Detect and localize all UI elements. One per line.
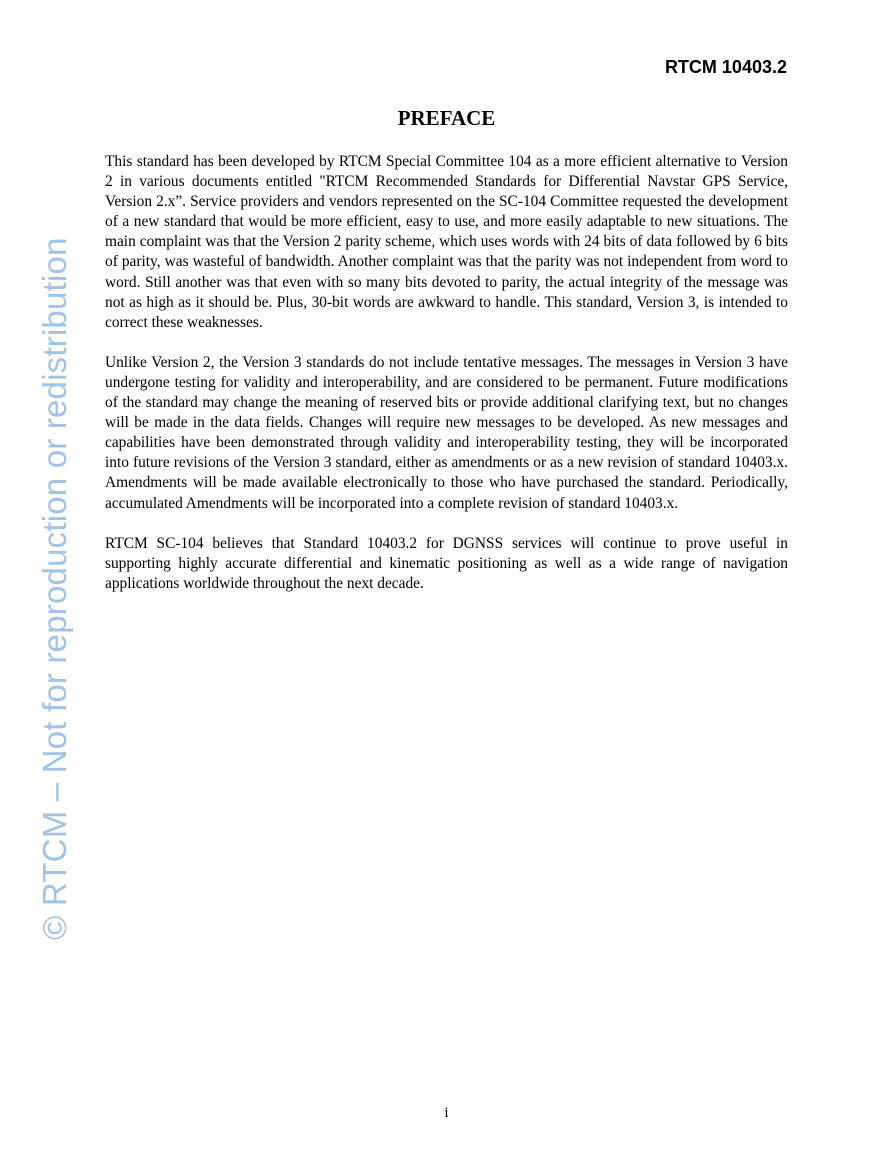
paragraph-2: Unlike Version 2, the Version 3 standards do not include tentative messages. The messages in Version 3 have undergone testing for validity and interoperability, and are considered to be permanent. Future modifications of the standard may change the meaning of reserved bits or provide additional clarifying text, but no changes will be made in the data fields. Changes will require new messages to be developed. As new messages and capabilities have been demonstrated through validity and interoperability testing, they will be incorporated into future revisions of the Version 3 standard, either as amendments or as a new revision of standard 10403.x. Amendments will be made available electronically to those who have purchased the standard. Periodically, accumulated Amendments will be incorporated into a complete revision of standard 10403.x.: [105, 353, 788, 512]
page-number: i: [444, 1105, 449, 1121]
copyright-watermark: © RTCM – Not for reproduction or redistribution: [36, 237, 73, 940]
paragraph-3: RTCM SC-104 believes that Standard 10403.2 for DGNSS services will continue to prove useful in supporting highly accurate differential and kinematic positioning as well as a wide range of navigation applications worldwide throughout the next decade.: [105, 534, 788, 592]
preface-body: [105, 152, 788, 614]
page-title: PREFACE: [397, 106, 496, 130]
document-id: RTCM 10403.2: [664, 57, 787, 77]
paragraph-1: This standard has been developed by RTCM Special Committee 104 as a more efficient alternative to Version 2 in various documents entitled "RTCM Recommended Standards for Differential Navstar GPS Service, Version 2.x”. Service providers and vendors represented on the SC-104 Committee requested the development of a new standard that would be more efficient, easy to use, and more easily adaptable to new situations. The main complaint was that the Version 2 parity scheme, which uses words with 24 bits of data followed by 6 bits of parity, was wasteful of bandwidth. Another complaint was that the parity was not independent from word to word. Still another was that even with so many bits devoted to parity, the actual integrity of the message was not as high as it should be. Plus, 30-bit words are awkward to handle. This standard, Version 3, is intended to correct these weaknesses.: [105, 153, 788, 331]
